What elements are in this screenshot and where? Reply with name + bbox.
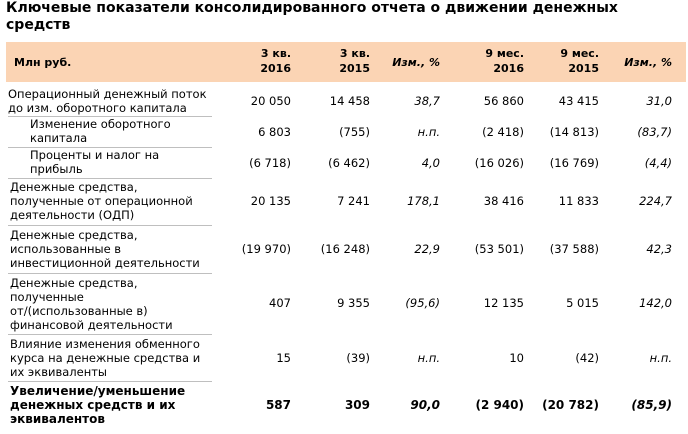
page-title: Ключевые показатели консолидированного отчета о движении денежных средств bbox=[6, 0, 618, 33]
row-label: Проценты и налог на прибыль bbox=[30, 148, 160, 176]
header-col-q3-2015: 3 кв. 2015 bbox=[339, 47, 370, 75]
cell-9m-2016: 56 860 bbox=[483, 94, 524, 108]
cell-9m-2016: (2 940) bbox=[475, 398, 524, 412]
cell-9m-2015: 43 415 bbox=[558, 94, 599, 108]
row-label: Изменение оборотного капитала bbox=[30, 117, 171, 145]
header-col-9m-2016: 9 мес. 2016 bbox=[485, 47, 524, 75]
cell-q3-2015: 9 355 bbox=[337, 296, 370, 310]
cell-q3-2015: (39) bbox=[346, 351, 370, 365]
cell-q3-2015: 7 241 bbox=[337, 194, 370, 208]
cell-change-q: н.п. bbox=[417, 351, 440, 365]
cell-change-9m: (4,4) bbox=[644, 156, 672, 170]
cell-change-q: (95,6) bbox=[405, 296, 440, 310]
cell-q3-2016: 407 bbox=[269, 296, 291, 310]
cell-change-9m: 42,3 bbox=[646, 242, 672, 256]
cell-change-9m: н.п. bbox=[649, 351, 672, 365]
row-label: Операционный денежный поток до изм. оборотного капитала bbox=[8, 87, 207, 115]
cell-change-9m: (85,9) bbox=[631, 398, 672, 412]
cell-q3-2016: 587 bbox=[265, 398, 291, 412]
cell-change-9m: 31,0 bbox=[646, 94, 672, 108]
row-separator bbox=[8, 225, 212, 226]
header-col-units: Млн руб. bbox=[14, 56, 72, 69]
row-label: Влияние изменения обменного курса на денежные средства и их эквиваленты bbox=[10, 337, 201, 379]
cell-9m-2016: 10 bbox=[509, 351, 524, 365]
cell-q3-2015: (755) bbox=[339, 125, 370, 139]
row-separator bbox=[8, 381, 212, 382]
cell-change-9m: 224,7 bbox=[639, 194, 672, 208]
cell-9m-2015: 5 015 bbox=[566, 296, 599, 310]
cell-change-q: 4,0 bbox=[421, 156, 440, 170]
cell-change-q: 38,7 bbox=[414, 94, 440, 108]
row-separator bbox=[8, 178, 212, 179]
cell-9m-2016: (53 501) bbox=[474, 242, 524, 256]
cell-9m-2016: 12 135 bbox=[483, 296, 524, 310]
cell-9m-2016: (16 026) bbox=[474, 156, 524, 170]
cell-q3-2015: (16 248) bbox=[320, 242, 370, 256]
cell-9m-2015: 11 833 bbox=[558, 194, 599, 208]
row-label: Увеличение/уменьшение денежных средств и их эквивалентов bbox=[10, 384, 186, 426]
cell-9m-2015: (37 588) bbox=[549, 242, 599, 256]
row-label: Денежные средства, использованные в инвестиционной деятельности bbox=[10, 228, 200, 270]
cell-9m-2016: (2 418) bbox=[482, 125, 524, 139]
cell-q3-2016: 6 803 bbox=[258, 125, 291, 139]
cell-q3-2016: 20 135 bbox=[250, 194, 291, 208]
header-col-change-9m: Изм., % bbox=[624, 56, 672, 69]
cell-q3-2016: (19 970) bbox=[241, 242, 291, 256]
row-label: Денежные средства, полученные от/(использованные в) финансовой деятельности bbox=[10, 276, 173, 332]
row-separator bbox=[8, 273, 212, 274]
header-col-9m-2015: 9 мес. 2015 bbox=[560, 47, 599, 75]
header-col-change-q: Изм., % bbox=[392, 56, 440, 69]
header-col-q3-2016: 3 кв. 2016 bbox=[260, 47, 291, 75]
cell-q3-2016: 20 050 bbox=[250, 94, 291, 108]
cell-9m-2015: (16 769) bbox=[549, 156, 599, 170]
cell-change-q: 90,0 bbox=[410, 398, 440, 412]
cell-9m-2015: (42) bbox=[575, 351, 599, 365]
cell-change-q: 178,1 bbox=[407, 194, 440, 208]
cell-change-9m: 142,0 bbox=[639, 296, 672, 310]
cell-change-q: н.п. bbox=[417, 125, 440, 139]
cell-q3-2016: 15 bbox=[276, 351, 291, 365]
cell-9m-2015: (20 782) bbox=[542, 398, 599, 412]
cell-q3-2016: (6 718) bbox=[249, 156, 291, 170]
cell-change-q: 22,9 bbox=[414, 242, 440, 256]
cell-change-9m: (83,7) bbox=[637, 125, 672, 139]
cell-9m-2016: 38 416 bbox=[483, 194, 524, 208]
cell-q3-2015: 14 458 bbox=[329, 94, 370, 108]
row-label: Денежные средства, полученные от операционной деятельности (ОДП) bbox=[10, 180, 193, 222]
cell-9m-2015: (14 813) bbox=[549, 125, 599, 139]
cell-q3-2015: (6 462) bbox=[328, 156, 370, 170]
cell-q3-2015: 309 bbox=[344, 398, 370, 412]
row-separator bbox=[8, 334, 212, 335]
